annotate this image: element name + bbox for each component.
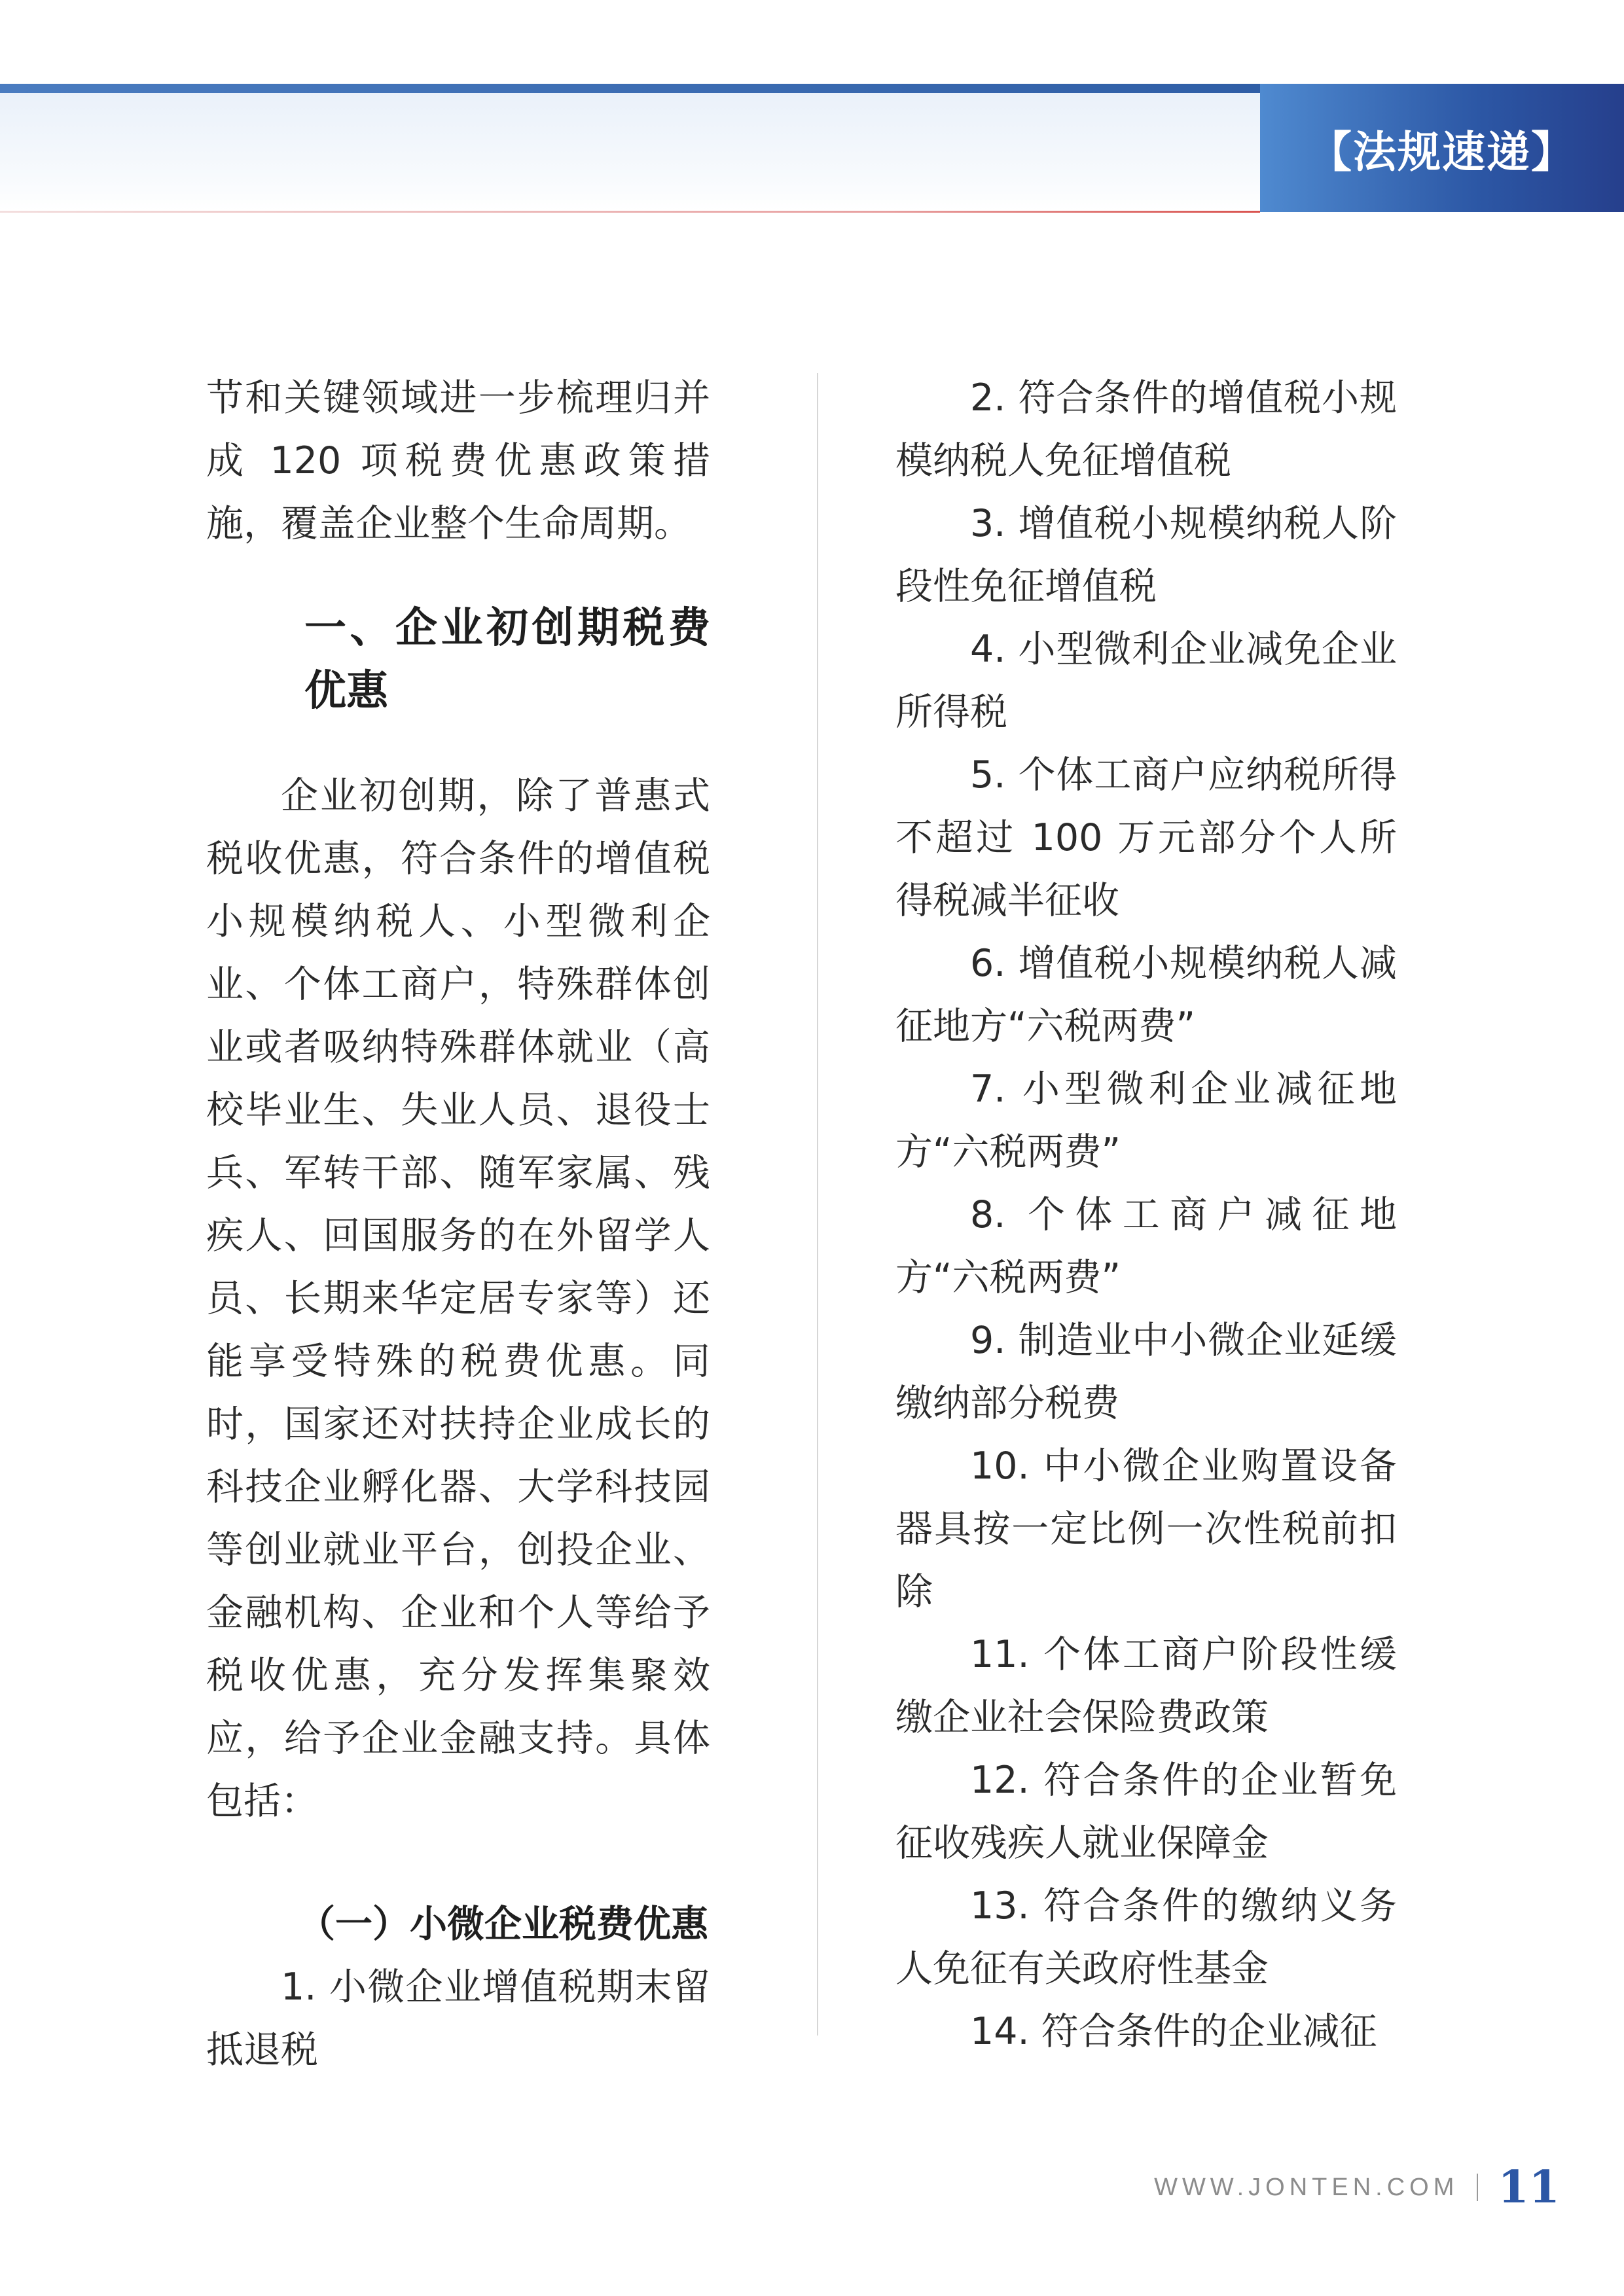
sub-heading: （一）小微企业税费优惠: [298, 1903, 708, 1946]
column-divider: [817, 373, 818, 2036]
header-band: [0, 93, 1260, 211]
list-item: 3. 增值税小规模纳税人阶段性免征增值税: [895, 502, 1397, 608]
header-divider-line: [0, 211, 1260, 213]
left-column: [206, 367, 710, 2081]
list-item: 2. 符合条件的增值税小规模纳税人免征增值税: [895, 376, 1397, 482]
list-item: 6. 增值税小规模纳税人减征地方“六税两费”: [895, 942, 1397, 1048]
list-item: 11. 个体工商户阶段性缓缴企业社会保险费政策: [895, 1633, 1397, 1739]
list-item: 5. 个体工商户应纳税所得不超过 100 万元部分个人所得税减半征收: [895, 753, 1397, 922]
section-heading: 一、企业初创期税费优惠: [304, 604, 710, 715]
header-top-stripe: [0, 84, 1260, 93]
list-item: 1. 小微企业增值税期末留抵退税: [206, 1965, 710, 2072]
list-item: 13. 符合条件的缴纳义务人免征有关政府性基金: [895, 1884, 1397, 1990]
list-item: 4. 小型微利企业减免企业所得税: [895, 628, 1397, 734]
list-item: 9. 制造业中小微企业延缓缴纳部分税费: [895, 1319, 1397, 1425]
list-item: 8. 个体工商户减征地方“六税两费”: [895, 1193, 1397, 1299]
footer: [1154, 2161, 1560, 2214]
footer-separator: [1477, 2174, 1478, 2201]
intro-paragraph: 企业初创期，除了普惠式税收优惠，符合条件的增值税小规模纳税人、小型微利企业、个体工商户，特殊群体创业或者吸纳特殊群体就业（高校毕业生、失业人员、退役士兵、军转干部、随军家属、残疾人、回国服务的在外留学人员、长期来华定居专家等）还能享受特殊的税费优惠。同时，国家还对扶持企业成长的科技企业孵化器、大学科技园等创业就业平台，创投企业、金融机构、企业和个人等给予税收优惠，充分发挥集聚效应，给予企业金融支持。具体包括：: [206, 774, 710, 1823]
section-tab: [1260, 84, 1624, 212]
page-number: 11: [1498, 2161, 1560, 2214]
right-column: [895, 367, 1397, 2063]
list-item: 14. 符合条件的企业减征: [970, 2010, 1377, 2053]
list-item: 7. 小型微利企业减征地方“六税两费”: [895, 1067, 1397, 1174]
continuation-paragraph: 节和关键领域进一步梳理归并成 120 项税费优惠政策措施，覆盖企业整个生命周期。: [206, 376, 710, 545]
footer-website-link[interactable]: WWW.JONTEN.COM: [1154, 2173, 1459, 2201]
list-item: 12. 符合条件的企业暂免征收残疾人就业保障金: [895, 1759, 1397, 1865]
section-tab-label: 【法规速递】: [1308, 126, 1576, 177]
list-item: 10. 中小微企业购置设备器具按一定比例一次性税前扣除: [895, 1444, 1397, 1613]
